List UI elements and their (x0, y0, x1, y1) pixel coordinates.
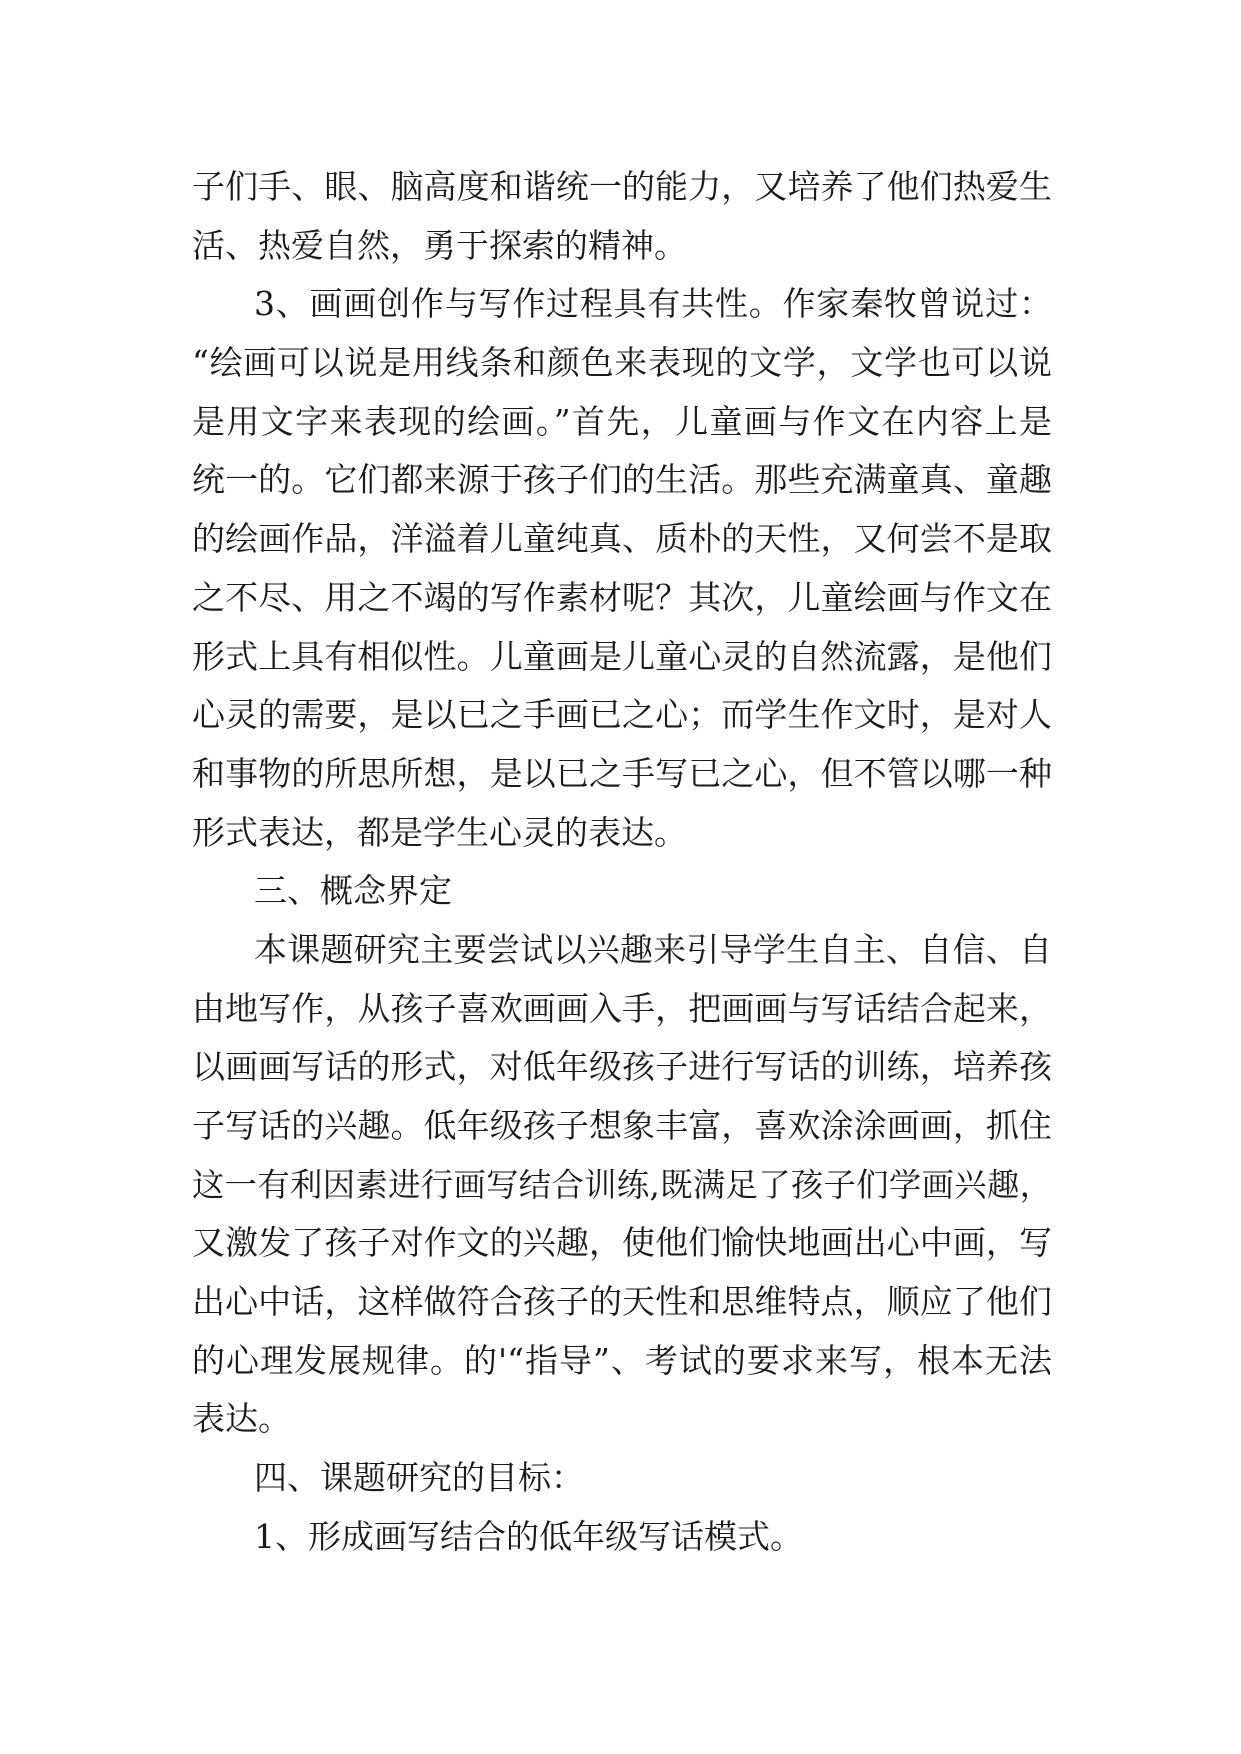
text-line: 以画画写话的形式，对低年级孩子进行写话的训练，培养孩 (192, 1047, 1052, 1087)
text-line: 又激发了孩子对作文的兴趣，使他们愉快地画出心中画，写 (192, 1223, 1052, 1263)
text-line: 本课题研究主要尝试以兴趣来引导学生自主、自信、自 (254, 929, 1052, 969)
text-line: 活、热爱自然，勇于探索的精神。 (192, 225, 687, 265)
text-line: 子们手、眼、脑高度和谐统一的能力，又培养了他们热爱生 (192, 167, 1052, 206)
text-line: 表达。 (192, 1399, 291, 1439)
text-line: 由地写作，从孩子喜欢画画入手，把画画与写话结合起来， (192, 988, 1052, 1028)
text-line: 和事物的所思所想，是以已之手写已之心，但不管以哪一种 (192, 753, 1052, 793)
text-line: 的绘画作品，洋溢着儿童纯真、质朴的天性，又何尝不是取 (192, 519, 1052, 559)
document-page (192, 158, 1052, 1567)
section-heading: 三、概念界定 (254, 871, 452, 911)
text-line: 的心理发展规律。的'“指导”、考试的要求来写，根本无法 (192, 1340, 1052, 1380)
text-line: 统一的。它们都来源于孩子们的生活。那些充满童真、童趣 (192, 460, 1052, 500)
text-line: 子写话的兴趣。低年级孩子想象丰富，喜欢涂涂画画，抓住 (192, 1106, 1052, 1145)
text-line: 是用文字来表现的绘画。”首先，儿童画与作文在内容上是 (192, 401, 1052, 441)
text-line: 形式上具有相似性。儿童画是儿童心灵的自然流露，是他们 (192, 636, 1052, 676)
text-line: 心灵的需要，是以已之手画已之心；而学生作文时，是对人 (192, 695, 1052, 735)
text-line: 形式表达，都是学生心灵的表达。 (192, 812, 687, 852)
section-heading: 四、课题研究的目标： (254, 1458, 584, 1498)
text-line: 出心中话，这样做符合孩子的天性和思维特点，顺应了他们 (192, 1282, 1052, 1322)
text-line: 1、形成画写结合的低年级写话模式。 (254, 1516, 803, 1556)
text-line: 之不尽、用之不竭的写作素材呢？其次，儿童绘画与作文在 (192, 577, 1052, 617)
text-line: 3、画画创作与写作过程具有共性。作家秦牧曾说过： (254, 284, 1052, 324)
text-line: 这一有利因素进行画写结合训练,既满足了孩子们学画兴趣， (192, 1165, 1052, 1204)
text-line: “绘画可以说是用线条和颜色来表现的文学，文学也可以说 (192, 343, 1052, 383)
